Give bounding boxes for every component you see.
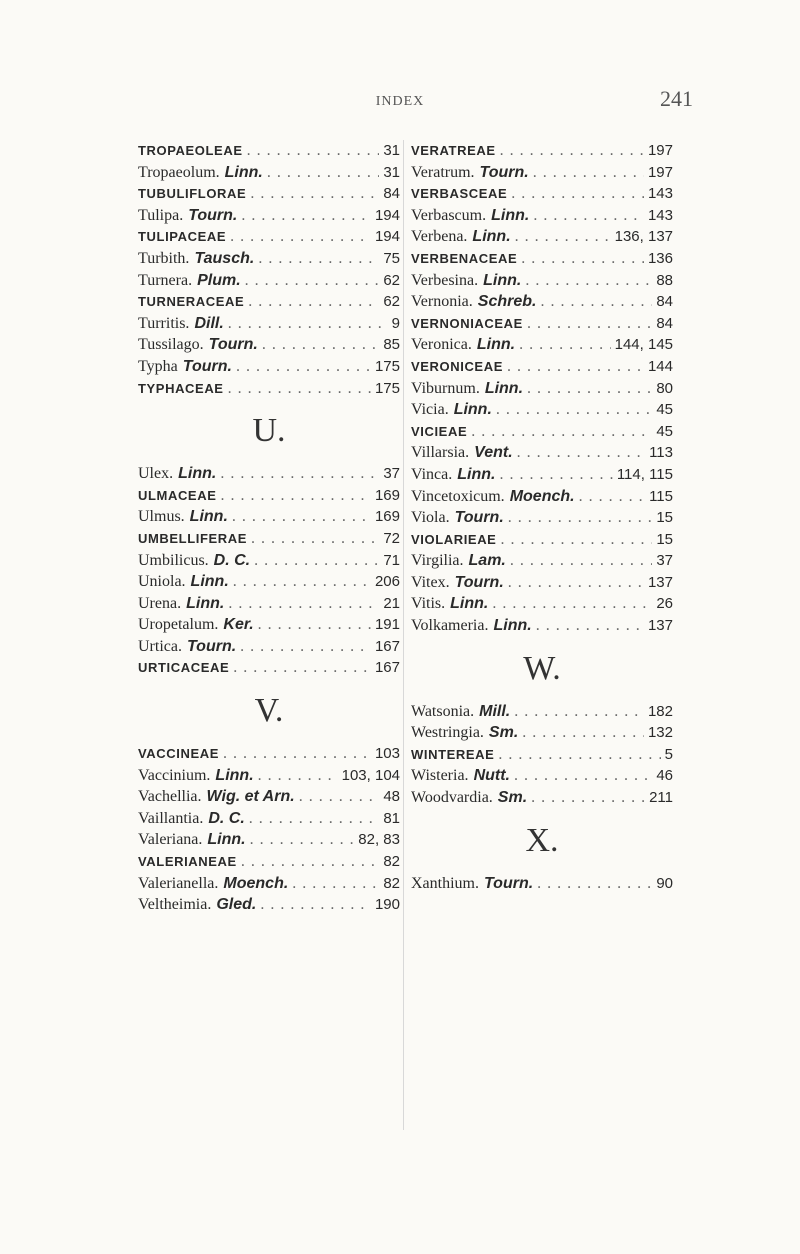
index-entry-genus bbox=[411, 873, 673, 895]
entry-name: WINTEREAE bbox=[411, 746, 495, 762]
index-entry-genus bbox=[411, 464, 673, 486]
entry-name: Tussilago. bbox=[138, 336, 204, 354]
entry-name: VERBENACEAE bbox=[411, 250, 518, 266]
dot-leader bbox=[510, 550, 652, 572]
entry-author: Linn. bbox=[476, 336, 516, 354]
entry-page-number: 71 bbox=[383, 551, 400, 569]
dot-leader bbox=[531, 787, 645, 809]
section-letter-heading: U. bbox=[252, 412, 286, 450]
dot-leader bbox=[519, 334, 611, 356]
entry-page-number: 88 bbox=[656, 271, 673, 289]
dot-leader bbox=[220, 463, 379, 485]
entry-page-number: 5 bbox=[664, 745, 673, 763]
index-entry-genus bbox=[138, 270, 400, 292]
entry-page-number: 45 bbox=[656, 401, 673, 419]
dot-leader bbox=[220, 485, 371, 507]
entry-page-number: 103 bbox=[374, 745, 400, 763]
entry-author: Dill. bbox=[194, 314, 224, 332]
dot-leader bbox=[248, 291, 379, 313]
entry-author: Tourn. bbox=[454, 573, 504, 591]
dot-leader bbox=[537, 873, 652, 895]
index-entry-genus bbox=[138, 334, 400, 356]
entry-author: Linn. bbox=[450, 595, 489, 613]
index-entry-genus bbox=[138, 593, 400, 615]
entry-author: Linn. bbox=[484, 379, 524, 397]
entry-author: Ker. bbox=[223, 616, 254, 634]
entry-page-number: 175 bbox=[374, 379, 400, 397]
index-entry-genus bbox=[138, 248, 400, 270]
entry-page-number: 26 bbox=[656, 595, 673, 613]
index-entry-family bbox=[411, 313, 673, 335]
entry-page-number: 114, 115 bbox=[616, 465, 673, 483]
dot-leader bbox=[260, 894, 371, 916]
entry-page-number: 103, 104 bbox=[341, 766, 400, 784]
index-entry-family bbox=[411, 183, 673, 205]
entry-page-number: 85 bbox=[383, 336, 400, 354]
dot-leader bbox=[536, 615, 644, 637]
entry-page-number: 37 bbox=[656, 552, 673, 570]
entry-author: Sm. bbox=[488, 724, 519, 742]
index-entry-family bbox=[138, 140, 400, 162]
index-entry-genus bbox=[138, 873, 400, 895]
entry-page-number: 136, 137 bbox=[614, 228, 673, 246]
entry-page-number: 72 bbox=[383, 529, 400, 547]
entry-name: TYPHACEAE bbox=[138, 380, 224, 396]
index-entry-family bbox=[138, 183, 400, 205]
entry-author: Linn. bbox=[493, 617, 532, 635]
entry-page-number: 46 bbox=[656, 767, 673, 785]
dot-leader bbox=[232, 506, 371, 528]
index-entry-genus bbox=[411, 593, 673, 615]
entry-author: Tourn. bbox=[208, 336, 258, 354]
dot-leader bbox=[507, 356, 644, 378]
dot-leader bbox=[527, 313, 652, 335]
entry-page-number: 144, 145 bbox=[614, 336, 673, 354]
dot-leader bbox=[254, 550, 379, 572]
dot-leader bbox=[525, 270, 652, 292]
entry-author: Nutt. bbox=[473, 767, 510, 785]
entry-author: Linn. bbox=[457, 465, 496, 483]
index-entry-genus bbox=[138, 356, 400, 378]
dot-leader bbox=[511, 183, 644, 205]
entry-author: Linn. bbox=[472, 228, 511, 246]
entry-page-number: 137 bbox=[647, 573, 673, 591]
index-entry-family bbox=[138, 378, 400, 400]
dot-leader bbox=[245, 270, 380, 292]
entry-name: Tulipa. bbox=[138, 206, 184, 224]
index-entry-family bbox=[138, 743, 400, 765]
index-entry-family bbox=[411, 529, 673, 551]
index-entry-genus bbox=[138, 463, 400, 485]
entry-page-number: 143 bbox=[647, 185, 673, 203]
entry-page-number: 113 bbox=[649, 444, 673, 462]
column-divider bbox=[403, 140, 404, 1130]
index-entry-genus bbox=[411, 205, 673, 227]
dot-leader bbox=[267, 162, 379, 184]
index-entry-genus bbox=[138, 808, 400, 830]
entry-author: Linn. bbox=[215, 766, 254, 784]
entry-page-number: 80 bbox=[656, 379, 673, 397]
dot-leader bbox=[241, 851, 380, 873]
dot-leader bbox=[514, 765, 652, 787]
entry-page-number: 90 bbox=[656, 874, 673, 892]
entry-author: Linn. bbox=[189, 508, 228, 526]
entry-name: TUBULIFLORAE bbox=[138, 186, 247, 202]
section-letter-heading: X. bbox=[525, 821, 559, 859]
entry-name: TROPAEOLEAE bbox=[138, 143, 243, 158]
index-entry-genus bbox=[411, 226, 673, 248]
entry-author: Gled. bbox=[216, 896, 257, 914]
entry-name: Vincetoxicum. bbox=[411, 487, 505, 505]
index-entry-family bbox=[411, 140, 673, 162]
dot-leader bbox=[262, 334, 379, 356]
dot-leader bbox=[540, 291, 652, 313]
entry-name: Ulmus. bbox=[138, 508, 185, 526]
entry-author: Tourn. bbox=[186, 637, 237, 655]
entry-page-number: 197 bbox=[647, 163, 673, 181]
entry-page-number: 82 bbox=[383, 874, 400, 892]
entry-author: Lam. bbox=[468, 552, 506, 570]
entry-author: Tourn. bbox=[454, 509, 504, 527]
entry-name: VICIEAE bbox=[411, 423, 468, 439]
entry-author: Linn. bbox=[483, 271, 522, 289]
entry-page-number: 167 bbox=[374, 659, 400, 677]
index-entry-family bbox=[138, 226, 400, 248]
index-entry-family bbox=[411, 744, 673, 766]
index-entry-family bbox=[138, 657, 400, 679]
dot-leader bbox=[258, 248, 379, 270]
entry-author: Linn. bbox=[453, 401, 492, 419]
dot-leader bbox=[228, 593, 379, 615]
index-entry-genus bbox=[411, 378, 673, 400]
entry-author: Moench. bbox=[223, 874, 289, 892]
entry-name: Westringia. bbox=[411, 724, 484, 742]
entry-page-number: 115 bbox=[649, 487, 673, 505]
entry-name: Veronica. bbox=[411, 336, 472, 354]
entry-author: D. C. bbox=[213, 551, 251, 569]
entry-author: Tourn. bbox=[188, 206, 238, 224]
index-entry-genus bbox=[138, 765, 400, 787]
entry-author: Schreb. bbox=[477, 293, 537, 311]
entry-page-number: 167 bbox=[374, 637, 400, 655]
entry-name: Verbesina. bbox=[411, 271, 479, 289]
entry-name: Viburnum. bbox=[411, 379, 480, 397]
entry-name: Vaillantia. bbox=[138, 809, 204, 827]
entry-page-number: 211 bbox=[649, 789, 673, 807]
entry-author: Linn. bbox=[224, 163, 263, 181]
entry-name: Vaccinium. bbox=[138, 766, 211, 784]
entry-page-number: 62 bbox=[383, 271, 400, 289]
entry-author: D. C. bbox=[208, 809, 245, 827]
entry-page-number: 82 bbox=[383, 853, 400, 871]
entry-page-number: 144 bbox=[647, 357, 673, 375]
entry-page-number: 191 bbox=[374, 616, 400, 634]
dot-leader bbox=[223, 743, 371, 765]
entry-name: Uniola. bbox=[138, 573, 186, 591]
entry-author: Plum. bbox=[197, 271, 241, 289]
dot-leader bbox=[228, 313, 388, 335]
entry-author: Sm. bbox=[497, 789, 528, 807]
entry-page-number: 169 bbox=[374, 486, 400, 504]
dot-leader bbox=[233, 657, 371, 679]
entry-name: Turbith. bbox=[138, 249, 190, 267]
dot-leader bbox=[230, 226, 371, 248]
dot-leader bbox=[496, 399, 652, 421]
entry-page-number: 31 bbox=[383, 142, 400, 159]
entry-author: Linn. bbox=[207, 831, 246, 849]
entry-name: Virgilia. bbox=[411, 552, 464, 570]
entry-page-number: 75 bbox=[383, 249, 400, 267]
index-entry-genus bbox=[138, 313, 400, 335]
entry-name: Xanthium. bbox=[411, 874, 479, 892]
dot-leader bbox=[250, 183, 379, 205]
index-entry-family bbox=[411, 248, 673, 270]
entry-page-number: 132 bbox=[647, 724, 673, 742]
index-entry-genus bbox=[138, 162, 400, 184]
entry-author: Wig. et Arn. bbox=[206, 788, 295, 806]
dot-leader bbox=[241, 205, 371, 227]
entry-name: Vitis. bbox=[411, 595, 446, 613]
index-entry-genus bbox=[411, 572, 673, 594]
entry-page-number: 9 bbox=[391, 314, 400, 332]
index-column-right bbox=[411, 140, 673, 894]
entry-name: Ulex. bbox=[138, 465, 174, 483]
entry-name: Volkameria. bbox=[411, 617, 489, 635]
entry-page-number: 194 bbox=[374, 206, 400, 224]
entry-author: Linn. bbox=[186, 594, 225, 612]
entry-name: Urtica. bbox=[138, 637, 182, 655]
entry-name: Vinca. bbox=[411, 465, 453, 483]
entry-author: Vent. bbox=[474, 444, 513, 462]
entry-page-number: 15 bbox=[656, 530, 673, 548]
entry-author: Tourn. bbox=[479, 163, 529, 181]
entry-name: TULIPACEAE bbox=[138, 229, 227, 245]
entry-name: VALERIANEAE bbox=[138, 854, 237, 870]
index-entry-genus bbox=[411, 270, 673, 292]
entry-name: Verbena. bbox=[411, 228, 468, 246]
entry-name: ULMACEAE bbox=[138, 487, 217, 503]
entry-name: VERBASCEAE bbox=[411, 186, 508, 202]
entry-page-number: 137 bbox=[647, 617, 673, 635]
entry-page-number: 194 bbox=[374, 228, 400, 246]
dot-leader bbox=[500, 529, 652, 551]
entry-name: Valeriana. bbox=[138, 831, 203, 849]
entry-name: Valerianella. bbox=[138, 874, 219, 892]
index-entry-genus bbox=[138, 550, 400, 572]
entry-name: Verbascum. bbox=[411, 206, 487, 224]
entry-name: Umbilicus. bbox=[138, 551, 209, 569]
dot-leader bbox=[500, 140, 644, 162]
dot-leader bbox=[498, 744, 660, 766]
entry-page-number: 84 bbox=[383, 185, 400, 203]
index-entry-family bbox=[138, 851, 400, 873]
index-entry-genus bbox=[411, 486, 673, 508]
index-entry-genus bbox=[138, 636, 400, 658]
entry-name: TURNERACEAE bbox=[138, 294, 245, 310]
entry-name: Viola. bbox=[411, 509, 450, 527]
page-number: 241 bbox=[660, 86, 693, 111]
index-entry-genus bbox=[411, 442, 673, 464]
entry-name: Veratrum. bbox=[411, 163, 475, 181]
entry-page-number: 175 bbox=[374, 357, 400, 375]
entry-page-number: 190 bbox=[374, 896, 400, 914]
entry-name: Woodvardia. bbox=[411, 789, 493, 807]
index-entry-family bbox=[138, 291, 400, 313]
entry-page-number: 84 bbox=[656, 314, 673, 332]
dot-leader bbox=[521, 248, 644, 270]
entry-author: Tourn. bbox=[484, 874, 534, 892]
dot-leader bbox=[527, 378, 652, 400]
entry-name: Watsonia. bbox=[411, 702, 475, 720]
entry-page-number: 143 bbox=[647, 206, 673, 224]
dot-leader bbox=[533, 205, 644, 227]
entry-author: Tourn. bbox=[182, 357, 232, 375]
index-entry-genus bbox=[411, 550, 673, 572]
entry-name: Wisteria. bbox=[411, 767, 469, 785]
index-entry-genus bbox=[411, 722, 673, 744]
dot-leader bbox=[522, 722, 644, 744]
entry-author: Mill. bbox=[479, 702, 511, 720]
index-entry-genus bbox=[411, 162, 673, 184]
dot-leader bbox=[240, 636, 371, 658]
dot-leader bbox=[471, 421, 652, 443]
index-entry-genus bbox=[411, 787, 673, 809]
entry-page-number: 182 bbox=[647, 702, 673, 720]
section-letter-heading: W. bbox=[523, 649, 561, 687]
index-entry-genus bbox=[411, 765, 673, 787]
entry-author: Moench. bbox=[509, 487, 575, 505]
dot-leader bbox=[499, 464, 612, 486]
dot-leader bbox=[508, 507, 653, 529]
entry-name: URTICACEAE bbox=[138, 660, 230, 676]
index-entry-genus bbox=[411, 507, 673, 529]
dot-leader bbox=[233, 571, 371, 593]
entry-name: Vachellia. bbox=[138, 788, 202, 806]
entry-name: Turnera. bbox=[138, 271, 193, 289]
index-entry-genus bbox=[138, 614, 400, 636]
entry-name: Villarsia. bbox=[411, 444, 470, 462]
entry-name: Turritis. bbox=[138, 314, 190, 332]
entry-page-number: 15 bbox=[656, 509, 673, 527]
index-entry-genus bbox=[138, 205, 400, 227]
dot-leader bbox=[249, 808, 380, 830]
dot-leader bbox=[258, 765, 338, 787]
entry-page-number: 48 bbox=[383, 788, 400, 806]
dot-leader bbox=[236, 356, 371, 378]
index-entry-genus bbox=[411, 291, 673, 313]
dot-leader bbox=[514, 701, 644, 723]
index-entry-genus bbox=[411, 615, 673, 637]
entry-page-number: 45 bbox=[656, 422, 673, 440]
entry-author: Tausch. bbox=[194, 249, 255, 267]
dot-leader bbox=[579, 486, 646, 508]
entry-name: VERNONIACEAE bbox=[411, 315, 523, 331]
entry-page-number: 169 bbox=[374, 508, 400, 526]
index-entry-genus bbox=[138, 829, 400, 851]
dot-leader bbox=[515, 226, 611, 248]
index-entry-family bbox=[411, 356, 673, 378]
index-entry-family bbox=[138, 485, 400, 507]
index-entry-genus bbox=[411, 399, 673, 421]
entry-name: VACCINEAE bbox=[138, 746, 220, 762]
dot-leader bbox=[492, 593, 652, 615]
index-entry-family bbox=[411, 421, 673, 443]
entry-name: UMBELLIFERAE bbox=[138, 530, 248, 546]
entry-page-number: 84 bbox=[656, 293, 673, 311]
index-entry-genus bbox=[138, 571, 400, 593]
entry-page-number: 136 bbox=[647, 249, 673, 267]
entry-page-number: 206 bbox=[374, 573, 400, 591]
entry-page-number: 197 bbox=[647, 142, 673, 159]
dot-leader bbox=[250, 829, 355, 851]
index-entry-genus bbox=[411, 701, 673, 723]
dot-leader bbox=[292, 873, 379, 895]
entry-page-number: 82, 83 bbox=[358, 831, 400, 849]
dot-leader bbox=[533, 162, 644, 184]
dot-leader bbox=[228, 378, 371, 400]
entry-name: Urena. bbox=[138, 594, 182, 612]
entry-name: Veltheimia. bbox=[138, 896, 212, 914]
dot-leader bbox=[299, 786, 380, 808]
dot-leader bbox=[517, 442, 645, 464]
entry-name: Vicia. bbox=[411, 401, 449, 419]
index-entry-genus bbox=[411, 334, 673, 356]
entry-page-number: 37 bbox=[383, 465, 400, 483]
entry-name: Vernonia. bbox=[411, 293, 473, 311]
entry-author: Linn. bbox=[491, 206, 530, 224]
entry-name: Uropetalum. bbox=[138, 616, 219, 634]
dot-leader bbox=[258, 614, 371, 636]
entry-name: Tropaeolum. bbox=[138, 163, 220, 181]
entry-page-number: 62 bbox=[383, 293, 400, 311]
entry-author: Linn. bbox=[190, 573, 229, 591]
entry-name: VERONICEAE bbox=[411, 358, 503, 374]
dot-leader bbox=[251, 528, 379, 550]
index-entry-genus bbox=[138, 786, 400, 808]
entry-name: VIOLARIEAE bbox=[411, 531, 497, 547]
header-title: INDEX bbox=[375, 94, 425, 109]
dot-leader bbox=[508, 572, 644, 594]
section-letter-heading: V. bbox=[254, 692, 284, 730]
entry-name: Typha bbox=[138, 357, 178, 375]
entry-page-number: 81 bbox=[383, 809, 400, 827]
entry-page-number: 31 bbox=[383, 163, 400, 181]
entry-author: Linn. bbox=[178, 465, 217, 483]
index-entry-genus bbox=[138, 506, 400, 528]
entry-name: VERATREAE bbox=[411, 143, 496, 158]
index-column-left bbox=[138, 140, 400, 916]
dot-leader bbox=[247, 140, 380, 162]
index-entry-genus bbox=[138, 894, 400, 916]
entry-name: Vitex. bbox=[411, 573, 450, 591]
entry-page-number: 21 bbox=[383, 594, 400, 612]
index-entry-family bbox=[138, 528, 400, 550]
